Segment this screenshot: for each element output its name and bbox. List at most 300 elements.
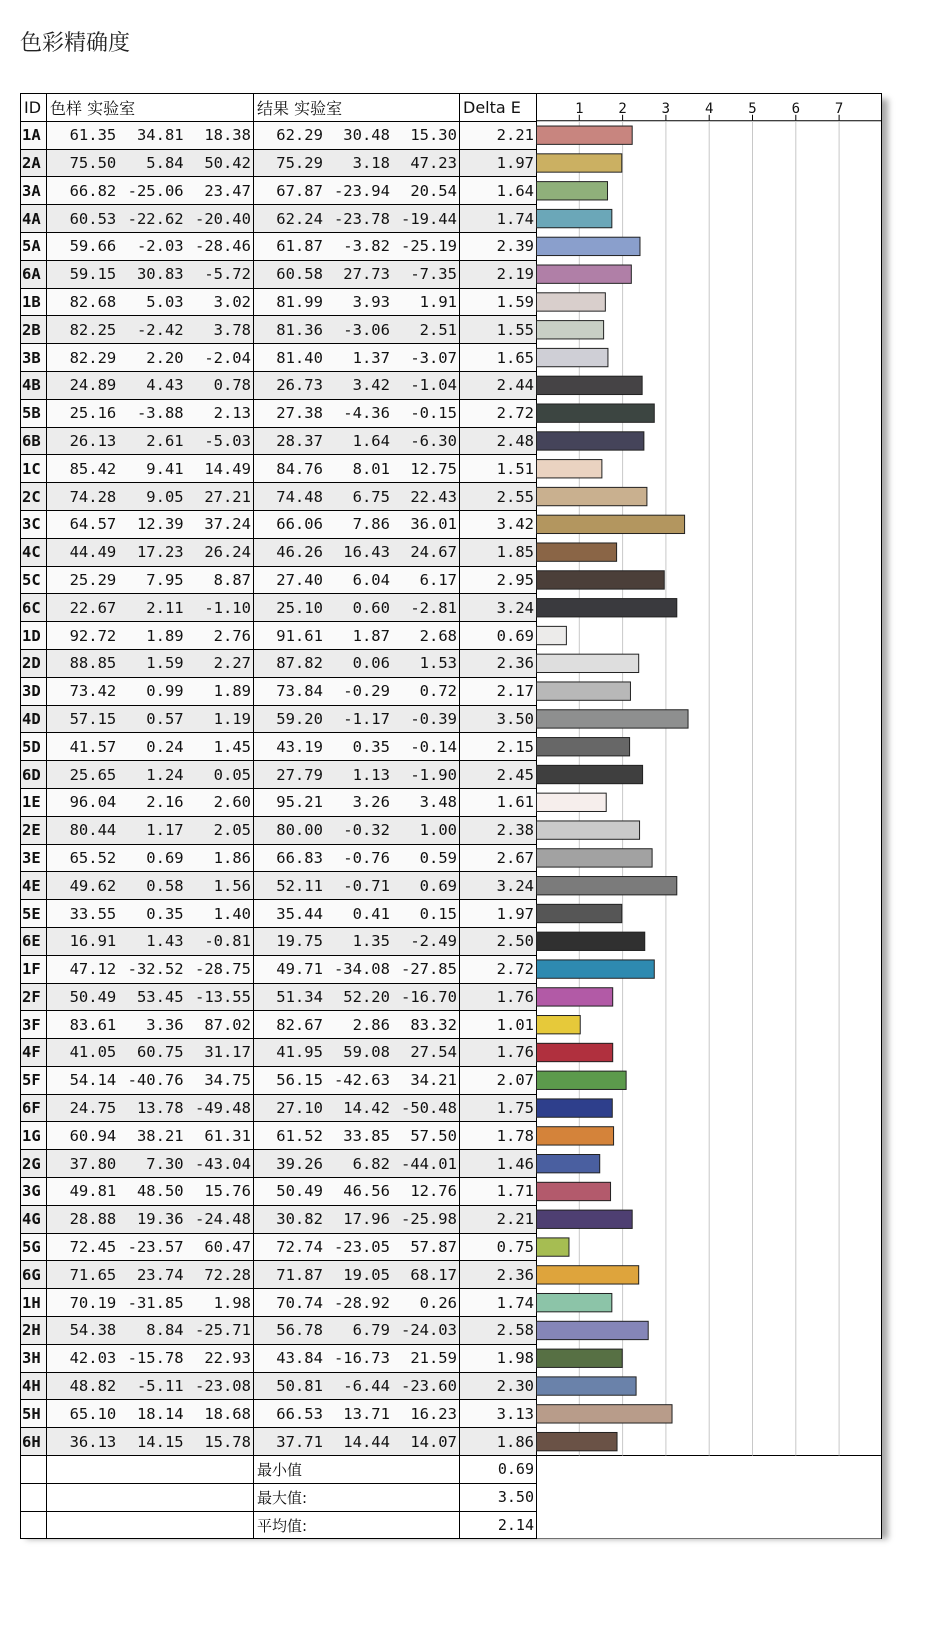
result-lab-value: 35.44 xyxy=(276,904,323,923)
row-id: 5G xyxy=(21,1233,47,1261)
row-id: 2B xyxy=(21,316,47,344)
row-id: 6F xyxy=(21,1094,47,1122)
sample-lab-value: 71.65 xyxy=(69,1265,117,1284)
row-result-lab xyxy=(254,483,460,511)
row-id: 5F xyxy=(21,1066,47,1094)
result-lab-value: 61.52 xyxy=(276,1126,323,1145)
row-sample-lab xyxy=(47,677,254,705)
row-sample-lab xyxy=(47,1372,254,1400)
table-row xyxy=(21,455,538,483)
sample-lab-value: 33.55 xyxy=(69,904,117,923)
row-result-lab xyxy=(254,1066,460,1094)
result-lab-value: 19.05 xyxy=(343,1265,390,1284)
result-lab-value: 34.21 xyxy=(410,1071,457,1090)
row-id: 4E xyxy=(21,872,47,900)
sample-lab-value: 37.24 xyxy=(204,515,251,534)
result-lab-value: 37.71 xyxy=(276,1432,323,1451)
result-lab-value: 14.07 xyxy=(410,1432,457,1451)
bar-1G xyxy=(537,1127,614,1145)
result-lab-value: 30.48 xyxy=(343,126,390,145)
sample-lab-value: 60.47 xyxy=(204,1238,251,1257)
bar-3D xyxy=(537,682,631,700)
sample-lab-value: 41.05 xyxy=(69,1043,117,1062)
sample-lab-value: 74.28 xyxy=(69,487,117,506)
sample-lab-value: 24.75 xyxy=(69,1099,117,1118)
sample-lab-value: 2.11 xyxy=(146,598,184,617)
row-sample-lab xyxy=(47,1122,254,1150)
sample-lab-value: 65.52 xyxy=(69,848,117,867)
row-id: 5B xyxy=(21,399,47,427)
row-id: 2E xyxy=(21,816,47,844)
sample-lab-value: -1.10 xyxy=(204,598,251,617)
bar-5H xyxy=(537,1405,673,1423)
row-result-lab xyxy=(254,371,460,399)
result-lab-value: 49.71 xyxy=(276,960,323,979)
sample-lab-value: 23.74 xyxy=(136,1265,184,1284)
bar-2E xyxy=(537,821,640,839)
summary-empty-cell xyxy=(21,1483,47,1511)
row-id: 4H xyxy=(21,1372,47,1400)
table-row xyxy=(21,1178,538,1206)
row-delta-e: 2.45 xyxy=(460,761,538,789)
sample-lab-value: 0.69 xyxy=(146,848,184,867)
result-lab-value: -2.81 xyxy=(410,598,457,617)
row-result-lab xyxy=(254,1289,460,1317)
result-lab-value: 30.82 xyxy=(276,1210,323,1229)
bar-4C xyxy=(537,543,617,561)
sample-lab-value: 2.05 xyxy=(213,821,251,840)
sample-lab-value: -3.88 xyxy=(136,404,184,423)
sample-lab-value: 31.17 xyxy=(204,1043,251,1062)
sample-lab-value: 3.78 xyxy=(213,320,251,339)
result-lab-value: 22.43 xyxy=(410,487,457,506)
sample-lab-value: 18.14 xyxy=(136,1404,184,1423)
bar-6D xyxy=(537,765,643,783)
sample-lab-value: 1.43 xyxy=(146,932,184,951)
row-sample-lab xyxy=(47,510,254,538)
result-lab-value: 80.00 xyxy=(276,821,323,840)
result-lab-value: -0.39 xyxy=(410,709,457,728)
result-lab-value: -6.44 xyxy=(343,1377,390,1396)
row-id: 3F xyxy=(21,1011,47,1039)
table-row xyxy=(21,983,538,1011)
result-lab-value: -7.35 xyxy=(410,265,457,284)
sample-lab-value: -32.52 xyxy=(127,960,184,979)
table-row xyxy=(21,677,538,705)
bar-6G xyxy=(537,1266,639,1284)
row-sample-lab xyxy=(47,427,254,455)
table-row xyxy=(21,955,538,983)
sample-lab-value: 1.59 xyxy=(146,654,184,673)
result-lab-value: 0.59 xyxy=(419,848,457,867)
color-accuracy-report xyxy=(20,93,882,1533)
result-lab-value: -23.94 xyxy=(333,181,390,200)
sample-lab-value: 22.67 xyxy=(69,598,117,617)
sample-lab-value: -5.11 xyxy=(136,1377,184,1396)
row-result-lab xyxy=(254,705,460,733)
sample-lab-value: -23.57 xyxy=(127,1238,184,1257)
result-lab-value: 0.35 xyxy=(352,737,390,756)
result-lab-value: 0.06 xyxy=(352,654,390,673)
bar-1H xyxy=(537,1293,612,1311)
row-delta-e: 1.01 xyxy=(460,1011,538,1039)
row-delta-e: 1.98 xyxy=(460,1344,538,1372)
table-row xyxy=(21,733,538,761)
sample-lab-value: 2.60 xyxy=(213,793,251,812)
row-sample-lab xyxy=(47,816,254,844)
row-delta-e: 0.75 xyxy=(460,1233,538,1261)
row-sample-lab xyxy=(47,177,254,205)
table-row xyxy=(21,816,538,844)
row-sample-lab xyxy=(47,1094,254,1122)
bar-2G xyxy=(537,1155,600,1173)
result-lab-value: 3.93 xyxy=(352,292,390,311)
row-sample-lab xyxy=(47,622,254,650)
bar-1F xyxy=(537,960,655,978)
result-lab-value: 87.82 xyxy=(276,654,323,673)
sample-lab-value: 5.84 xyxy=(146,153,184,172)
row-delta-e: 1.97 xyxy=(460,149,538,177)
sample-lab-value: 66.82 xyxy=(69,181,117,200)
table-row xyxy=(21,1261,538,1289)
sample-lab-value: 37.80 xyxy=(69,1154,117,1173)
bar-2A xyxy=(537,154,622,172)
sample-lab-value: 12.39 xyxy=(136,515,184,534)
sample-lab-value: 61.35 xyxy=(69,126,117,145)
result-lab-value: -44.01 xyxy=(400,1154,457,1173)
sample-lab-value: 42.03 xyxy=(69,1349,117,1368)
sample-lab-value: -24.48 xyxy=(194,1210,251,1229)
row-delta-e: 2.07 xyxy=(460,1066,538,1094)
row-sample-lab xyxy=(47,232,254,260)
result-lab-value: 12.76 xyxy=(410,1182,457,1201)
result-lab-value: 6.82 xyxy=(352,1154,390,1173)
result-lab-value: 68.17 xyxy=(410,1265,457,1284)
sample-lab-value: -5.72 xyxy=(204,265,251,284)
row-sample-lab xyxy=(47,1205,254,1233)
table-row xyxy=(21,1289,538,1317)
bar-3H xyxy=(537,1349,623,1367)
summary-label: 最大值: xyxy=(254,1483,460,1511)
row-result-lab xyxy=(254,455,460,483)
row-id: 1H xyxy=(21,1289,47,1317)
row-result-lab xyxy=(254,232,460,260)
result-lab-value: -27.85 xyxy=(400,960,457,979)
row-id: 4G xyxy=(21,1205,47,1233)
row-delta-e: 3.42 xyxy=(460,510,538,538)
row-result-lab xyxy=(254,149,460,177)
sample-lab-value: 25.16 xyxy=(69,404,117,423)
bar-4E xyxy=(537,877,677,895)
row-sample-lab xyxy=(47,788,254,816)
summary-empty-cell xyxy=(47,1483,254,1511)
bar-1E xyxy=(537,793,607,811)
row-delta-e: 1.74 xyxy=(460,1289,538,1317)
sample-lab-value: 16.91 xyxy=(69,932,117,951)
row-sample-lab xyxy=(47,1344,254,1372)
sample-lab-value: 30.83 xyxy=(136,265,184,284)
row-delta-e: 2.44 xyxy=(460,371,538,399)
summary-row xyxy=(21,1483,538,1511)
row-sample-lab xyxy=(47,399,254,427)
result-lab-value: 6.04 xyxy=(352,570,390,589)
result-lab-value: 0.72 xyxy=(419,682,457,701)
row-result-lab xyxy=(254,316,460,344)
result-lab-value: 56.78 xyxy=(276,1321,323,1340)
row-id: 5C xyxy=(21,566,47,594)
result-lab-value: 66.53 xyxy=(276,1404,323,1423)
row-sample-lab xyxy=(47,733,254,761)
sample-lab-value: 27.21 xyxy=(204,487,251,506)
result-lab-value: -0.76 xyxy=(343,848,390,867)
row-result-lab xyxy=(254,288,460,316)
sample-lab-value: 9.05 xyxy=(146,487,184,506)
row-sample-lab xyxy=(47,371,254,399)
result-lab-value: -28.92 xyxy=(333,1293,390,1312)
sample-lab-value: 13.78 xyxy=(136,1099,184,1118)
result-lab-value: 56.15 xyxy=(276,1071,323,1090)
result-lab-value: 0.41 xyxy=(352,904,390,923)
row-delta-e: 2.19 xyxy=(460,260,538,288)
sample-lab-value: 49.81 xyxy=(69,1182,117,1201)
row-delta-e: 2.36 xyxy=(460,649,538,677)
result-lab-value: 52.20 xyxy=(343,987,390,1006)
row-delta-e: 1.74 xyxy=(460,205,538,233)
result-lab-value: -1.17 xyxy=(343,709,390,728)
table-row xyxy=(21,371,538,399)
bar-6B xyxy=(537,432,644,450)
row-sample-lab xyxy=(47,1039,254,1067)
row-sample-lab xyxy=(47,705,254,733)
result-lab-value: -2.49 xyxy=(410,932,457,951)
result-lab-value: 21.59 xyxy=(410,1349,457,1368)
row-delta-e: 1.59 xyxy=(460,288,538,316)
row-sample-lab xyxy=(47,344,254,372)
row-sample-lab xyxy=(47,1261,254,1289)
header-sample: 色样 实验室 xyxy=(47,94,254,122)
bar-2H xyxy=(537,1321,649,1339)
sample-lab-value: 0.58 xyxy=(146,876,184,895)
result-lab-value: 81.36 xyxy=(276,320,323,339)
sample-lab-value: 0.24 xyxy=(146,737,184,756)
table-row xyxy=(21,344,538,372)
row-id: 5A xyxy=(21,232,47,260)
row-result-lab xyxy=(254,399,460,427)
sample-lab-value: 61.31 xyxy=(204,1126,251,1145)
result-lab-value: 41.95 xyxy=(276,1043,323,1062)
bar-6C xyxy=(537,599,677,617)
bar-4G xyxy=(537,1210,633,1228)
row-delta-e: 2.21 xyxy=(460,1205,538,1233)
result-lab-value: 15.30 xyxy=(410,126,457,145)
sample-lab-value: 1.56 xyxy=(213,876,251,895)
result-lab-value: 61.87 xyxy=(276,237,323,256)
table-row xyxy=(21,566,538,594)
row-result-lab xyxy=(254,900,460,928)
sample-lab-value: 82.68 xyxy=(69,292,117,311)
sample-lab-value: 14.49 xyxy=(204,459,251,478)
summary-label: 最小值 xyxy=(254,1456,460,1484)
row-id: 4C xyxy=(21,538,47,566)
row-delta-e: 2.21 xyxy=(460,121,538,149)
result-lab-value: 0.26 xyxy=(419,1293,457,1312)
table-row xyxy=(21,788,538,816)
sample-lab-value: -20.40 xyxy=(194,209,251,228)
row-delta-e: 0.69 xyxy=(460,622,538,650)
row-id: 2A xyxy=(21,149,47,177)
result-lab-value: 13.71 xyxy=(343,1404,390,1423)
result-lab-value: 1.37 xyxy=(352,348,390,367)
sample-lab-value: 82.29 xyxy=(69,348,117,367)
row-delta-e: 2.67 xyxy=(460,844,538,872)
result-lab-value: 81.99 xyxy=(276,292,323,311)
row-result-lab xyxy=(254,427,460,455)
tick-label: 5 xyxy=(748,100,757,117)
sample-lab-value: 0.57 xyxy=(146,709,184,728)
tick-label: 3 xyxy=(661,100,671,117)
row-delta-e: 3.24 xyxy=(460,594,538,622)
table-row xyxy=(21,288,538,316)
sample-lab-value: 1.86 xyxy=(213,848,251,867)
sample-lab-value: 1.89 xyxy=(213,682,251,701)
sample-lab-value: 85.42 xyxy=(69,459,117,478)
sample-lab-value: 8.84 xyxy=(146,1321,184,1340)
row-result-lab xyxy=(254,177,460,205)
row-result-lab xyxy=(254,955,460,983)
row-sample-lab xyxy=(47,149,254,177)
sample-lab-value: 4.43 xyxy=(146,376,184,395)
table-row xyxy=(21,927,538,955)
result-lab-value: 24.67 xyxy=(410,543,457,562)
sample-lab-value: 2.76 xyxy=(213,626,251,645)
row-result-lab xyxy=(254,677,460,705)
result-lab-value: 60.58 xyxy=(276,265,323,284)
result-lab-value: 46.26 xyxy=(276,543,323,562)
row-id: 1G xyxy=(21,1122,47,1150)
result-lab-value: -6.30 xyxy=(410,431,457,450)
row-delta-e: 2.36 xyxy=(460,1261,538,1289)
row-sample-lab xyxy=(47,983,254,1011)
header-id: ID xyxy=(21,94,47,122)
sample-lab-value: 57.15 xyxy=(69,709,117,728)
sample-lab-value: 25.29 xyxy=(69,570,117,589)
sample-lab-value: -2.04 xyxy=(204,348,251,367)
result-lab-value: 43.84 xyxy=(276,1349,323,1368)
sample-lab-value: -31.85 xyxy=(127,1293,184,1312)
sample-lab-value: 1.17 xyxy=(146,821,184,840)
bar-3B xyxy=(537,348,608,366)
row-id: 3G xyxy=(21,1178,47,1206)
result-lab-value: -3.07 xyxy=(410,348,457,367)
row-delta-e: 1.76 xyxy=(460,983,538,1011)
row-delta-e: 1.76 xyxy=(460,1039,538,1067)
row-result-lab xyxy=(254,1039,460,1067)
sample-lab-value: 14.15 xyxy=(136,1432,184,1451)
table-row xyxy=(21,538,538,566)
result-lab-value: 50.81 xyxy=(276,1377,323,1396)
result-lab-value: -4.36 xyxy=(343,404,390,423)
row-id: 4A xyxy=(21,205,47,233)
result-lab-value: 62.29 xyxy=(276,126,323,145)
row-result-lab xyxy=(254,844,460,872)
result-lab-value: 14.42 xyxy=(343,1099,390,1118)
bar-2D xyxy=(537,654,639,672)
sample-lab-value: 54.14 xyxy=(69,1071,117,1090)
sample-lab-value: 80.44 xyxy=(69,821,117,840)
row-id: 3B xyxy=(21,344,47,372)
result-lab-value: 6.75 xyxy=(352,487,390,506)
row-result-lab xyxy=(254,510,460,538)
result-lab-value: -24.03 xyxy=(400,1321,457,1340)
row-delta-e: 2.58 xyxy=(460,1317,538,1345)
result-lab-value: 72.74 xyxy=(276,1238,323,1257)
row-sample-lab xyxy=(47,483,254,511)
row-result-lab xyxy=(254,1150,460,1178)
row-result-lab xyxy=(254,761,460,789)
row-sample-lab xyxy=(47,1289,254,1317)
bar-1B xyxy=(537,293,606,311)
table-row xyxy=(21,1428,538,1456)
sample-lab-value: 7.30 xyxy=(146,1154,184,1173)
row-sample-lab xyxy=(47,900,254,928)
table-row xyxy=(21,260,538,288)
table-row xyxy=(21,205,538,233)
row-result-lab xyxy=(254,1094,460,1122)
sample-lab-value: 0.05 xyxy=(213,765,251,784)
result-lab-value: -0.15 xyxy=(410,404,457,423)
row-sample-lab xyxy=(47,205,254,233)
result-lab-value: 0.60 xyxy=(352,598,390,617)
result-lab-value: 25.10 xyxy=(276,598,323,617)
result-lab-value: 52.11 xyxy=(276,876,323,895)
summary-empty-cell xyxy=(21,1456,47,1484)
bar-6H xyxy=(537,1432,618,1450)
sample-lab-value: 50.42 xyxy=(204,153,251,172)
result-lab-value: 1.64 xyxy=(352,431,390,450)
result-lab-value: 83.32 xyxy=(410,1015,457,1034)
table-row xyxy=(21,177,538,205)
row-result-lab xyxy=(254,1178,460,1206)
sample-lab-value: 2.61 xyxy=(146,431,184,450)
table-row xyxy=(21,1011,538,1039)
table-row xyxy=(21,1400,538,1428)
bar-5A xyxy=(537,237,640,255)
row-sample-lab xyxy=(47,927,254,955)
sample-lab-value: -15.78 xyxy=(127,1349,184,1368)
result-lab-value: 6.79 xyxy=(352,1321,390,1340)
row-delta-e: 2.38 xyxy=(460,816,538,844)
sample-lab-value: 87.02 xyxy=(204,1015,251,1034)
row-sample-lab xyxy=(47,594,254,622)
row-id: 2G xyxy=(21,1150,47,1178)
sample-lab-value: 73.42 xyxy=(69,682,117,701)
bar-6A xyxy=(537,265,632,283)
result-lab-value: 3.42 xyxy=(352,376,390,395)
sample-lab-value: 82.25 xyxy=(69,320,117,339)
result-lab-value: 14.44 xyxy=(343,1432,390,1451)
row-id: 1E xyxy=(21,788,47,816)
table-row xyxy=(21,1372,538,1400)
sample-lab-value: 26.13 xyxy=(69,431,117,450)
sample-lab-value: 75.50 xyxy=(69,153,117,172)
row-delta-e: 3.13 xyxy=(460,1400,538,1428)
result-lab-value: 57.50 xyxy=(410,1126,457,1145)
result-lab-value: -16.70 xyxy=(400,987,457,1006)
result-lab-value: 26.73 xyxy=(276,376,323,395)
sample-lab-value: 34.75 xyxy=(204,1071,251,1090)
table-row xyxy=(21,900,538,928)
summary-value: 0.69 xyxy=(460,1456,538,1484)
